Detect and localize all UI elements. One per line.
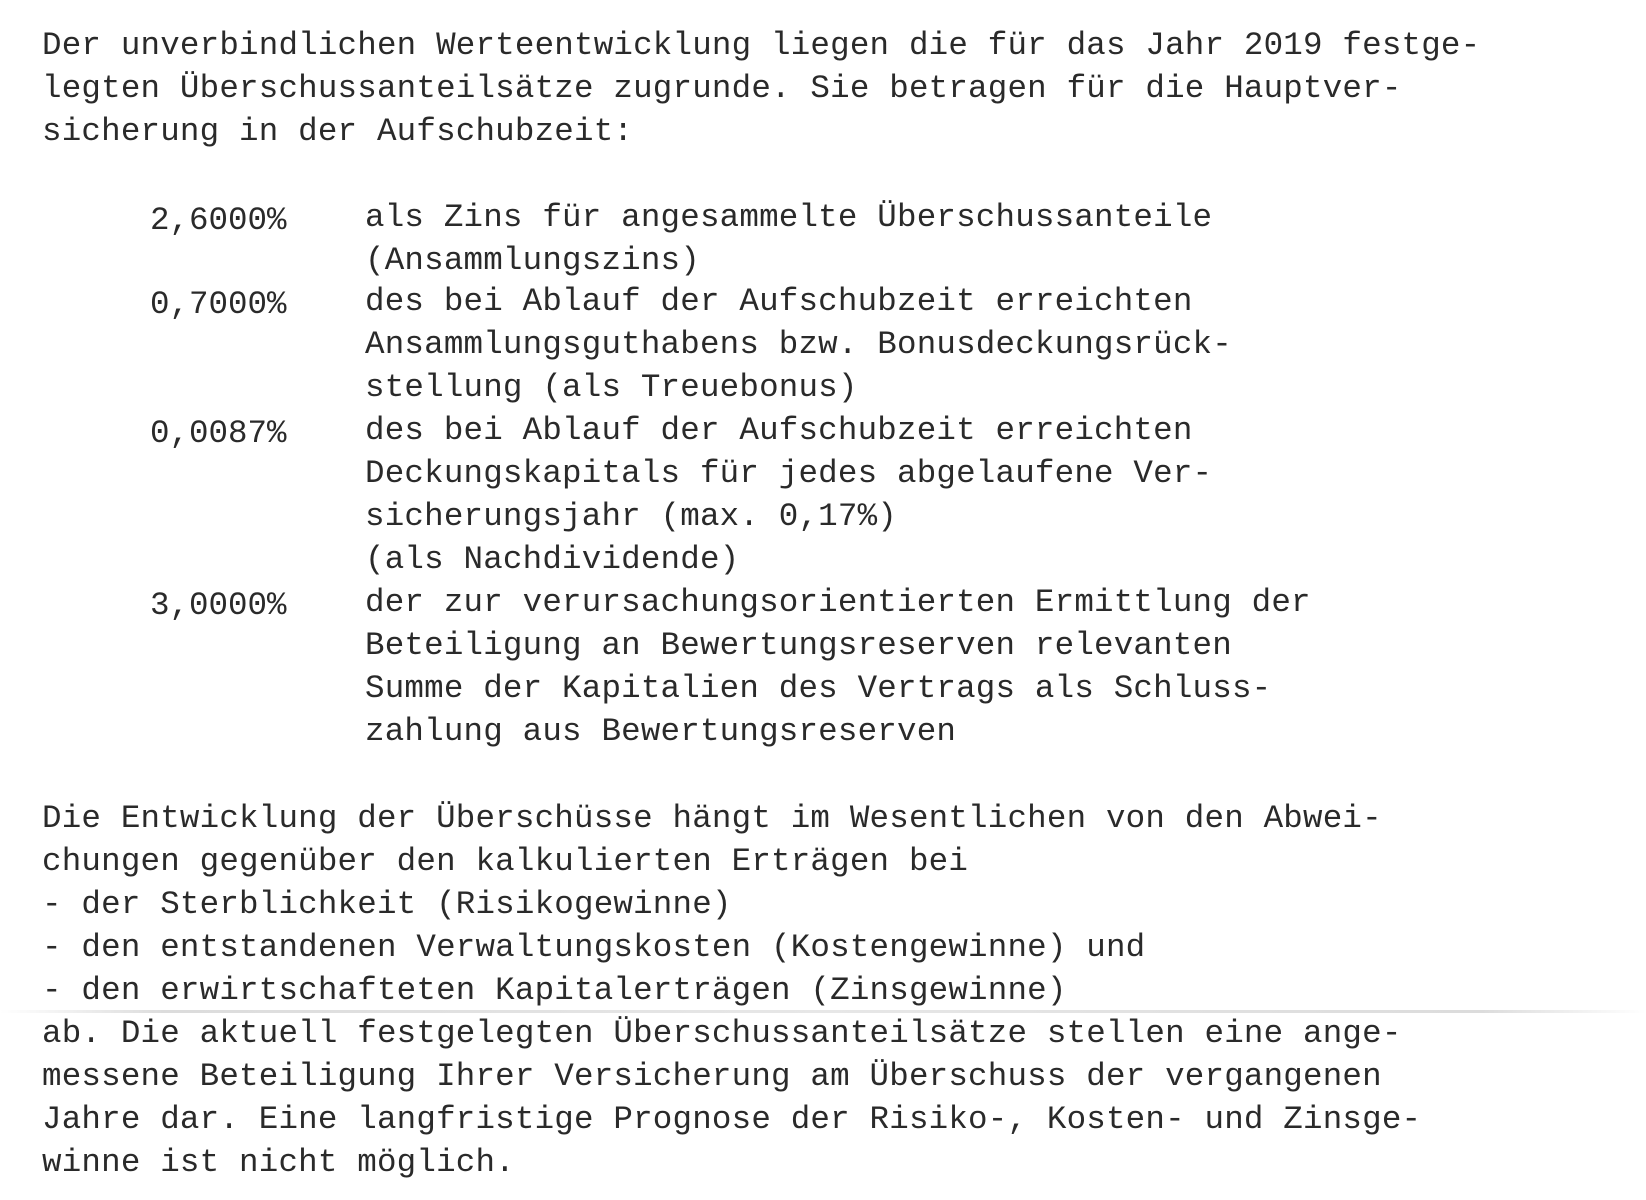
outro-line: Jahre dar. Eine langfristige Prognose der Risiko-, Kosten- und Zinsge- — [42, 1101, 1422, 1138]
rate-description-line: sicherungsjahr (max. 0,17%) — [365, 498, 897, 535]
rate-value: 2,6000% — [150, 202, 287, 239]
intro-line-1: Der unverbindlichen Werteentwicklung liegen die für das Jahr 2019 festge- — [42, 27, 1481, 64]
rate-description-line: (als Nachdividende) — [365, 541, 740, 578]
rate-description-line: Ansammlungsguthabens bzw. Bonusdeckungsrück- — [365, 326, 1232, 363]
outro-bullet-line: - den erwirtschafteten Kapitalerträgen (Zinsgewinne) — [42, 972, 1067, 1009]
outro-line: Die Entwicklung der Überschüsse hängt im Wesentlichen von den Abwei- — [42, 800, 1382, 837]
rate-value: 3,0000% — [150, 587, 287, 624]
outro-bullet-line: - den entstandenen Verwaltungskosten (Kostengewinne) und — [42, 929, 1146, 966]
rate-description-line: des bei Ablauf der Aufschubzeit erreichten — [365, 283, 1193, 320]
rate-description-line: Deckungskapitals für jedes abgelaufene Ver- — [365, 455, 1213, 492]
rate-description-line: stellung (als Treuebonus) — [365, 369, 858, 406]
rate-description-line: Beteiligung an Bewertungsreserven relevanten — [365, 627, 1232, 664]
outro-line: winne ist nicht möglich. — [42, 1144, 515, 1181]
rate-description-line: Summe der Kapitalien des Vertrags als Schluss- — [365, 670, 1272, 707]
rate-description-line: zahlung aus Bewertungsreserven — [365, 713, 957, 750]
outro-line: ab. Die aktuell festgelegten Überschussanteilsätze stellen eine ange- — [42, 1015, 1402, 1052]
scan-artifact-streak — [0, 1010, 1646, 1013]
rate-description-line: als Zins für angesammelte Überschussanteile — [365, 199, 1213, 236]
rate-value: 0,7000% — [150, 286, 287, 323]
rate-description-line: (Ansammlungszins) — [365, 242, 700, 279]
outro-bullet-line: - der Sterblichkeit (Risikogewinne) — [42, 886, 732, 923]
rate-description-line: des bei Ablauf der Aufschubzeit erreichten — [365, 412, 1193, 449]
outro-line: chungen gegenüber den kalkulierten Erträgen bei — [42, 843, 969, 880]
rate-value: 0,0087% — [150, 415, 287, 452]
rate-description-line: der zur verursachungsorientierten Ermittlung der — [365, 584, 1311, 621]
intro-line-2: legten Überschussanteilsätze zugrunde. Sie betragen für die Hauptver- — [42, 70, 1402, 107]
intro-line-3: sicherung in der Aufschubzeit: — [42, 113, 634, 150]
outro-line: messene Beteiligung Ihrer Versicherung am Überschuss der vergangenen — [42, 1058, 1382, 1095]
